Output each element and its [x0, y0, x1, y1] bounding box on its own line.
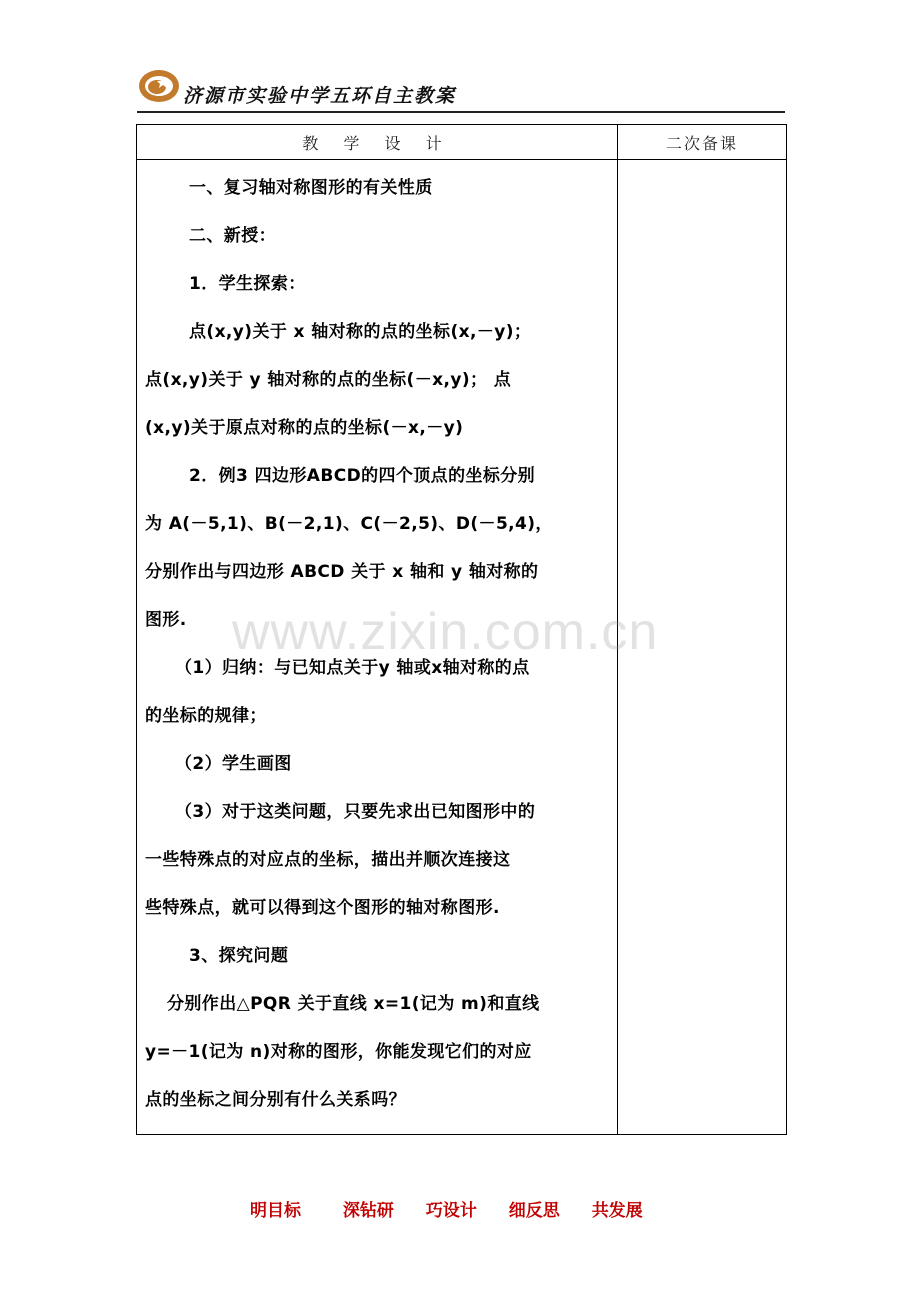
content-line: （1）归纳：与已知点关于y 轴或x轴对称的点 — [175, 658, 530, 678]
content-line: （2）学生画图 — [175, 754, 292, 774]
table-header-row — [137, 125, 787, 160]
footer-motto — [250, 1196, 643, 1221]
footer-item: 深钻研 — [342, 1201, 394, 1221]
secondary-prep-header: 二次备课 — [618, 125, 787, 160]
footer-item: 共发展 — [591, 1201, 643, 1221]
content-line: 的坐标的规律； — [145, 706, 267, 726]
teaching-design-cell — [137, 160, 618, 1135]
header-divider — [137, 111, 785, 113]
content-line: 点(x,y)关于 x 轴对称的点的坐标(x,－y)； — [189, 322, 532, 342]
footer-item: 细反思 — [508, 1201, 560, 1221]
content-line: 点的坐标之间分别有什么关系吗？ — [145, 1090, 406, 1110]
page-header — [137, 60, 785, 116]
content-line: 分别作出与四边形 ABCD 关于 x 轴和 y 轴对称的 — [145, 562, 539, 582]
content-line: y=－1(记为 n)对称的图形，你能发现它们的对应 — [145, 1042, 532, 1062]
table-content-row — [137, 160, 787, 1135]
content-line: 图形. — [145, 610, 187, 630]
content-line: 一些特殊点的对应点的坐标，描出并顺次连接这 — [145, 850, 511, 870]
content-line: 分别作出△PQR 关于直线 x=1(记为 m)和直线 — [167, 994, 540, 1014]
footer-item: 明目标 — [250, 1201, 301, 1221]
content-line: 些特殊点，就可以得到这个图形的轴对称图形. — [145, 898, 500, 918]
content-line: 二、新授： — [189, 226, 276, 246]
secondary-prep-cell[interactable] — [618, 160, 787, 1135]
teaching-design-header: 教 学 设 计 — [137, 125, 618, 160]
content-line: 点(x,y)关于 y 轴对称的点的坐标(－x,y)； 点 — [145, 370, 512, 390]
content-line: 3、探究问题 — [189, 946, 289, 966]
watermark: www.zixin.com.cn — [232, 603, 659, 661]
content-line: （3）对于这类问题，只要先求出已知图形中的 — [175, 802, 536, 822]
lesson-plan-table — [136, 124, 787, 1135]
school-title: 济源市实验中学五环自主教案 — [183, 85, 457, 107]
content-line: 为 A(－5,1)、B(－2,1)、C(－2,5)、D(－5,4)， — [145, 514, 553, 534]
school-logo-icon — [137, 68, 181, 104]
content-line: 2．例3 四边形ABCD的四个顶点的坐标分别 — [189, 466, 536, 486]
content-line: (x,y)关于原点对称的点的坐标(－x,－y) — [145, 418, 464, 438]
content-line: 1．学生探索： — [189, 274, 306, 294]
content-line: 一、复习轴对称图形的有关性质 — [189, 178, 433, 198]
footer-item: 巧设计 — [425, 1201, 477, 1221]
